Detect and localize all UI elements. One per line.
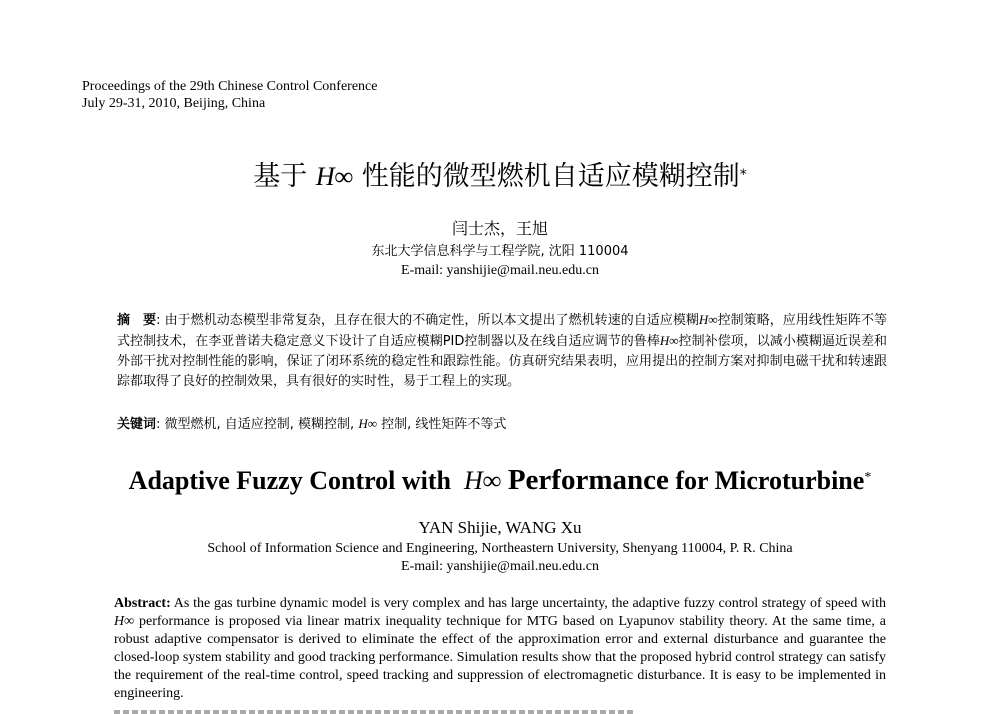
chinese-abstract-text-3: 控制补偿项，以减小模糊逼近误差和外部干扰对控制性能的影响，保证了闭环系统的稳定性和跟踪性能。仿真研究结果表明，应用提出的控制方案对抑制电磁干扰和转速跟踪都取得了良好的控制效果，具有很好的实时性，易于工程上的实现。 bbox=[117, 334, 887, 389]
english-abstract bbox=[114, 595, 886, 703]
english-title-part-2: for Microturbine bbox=[675, 466, 865, 495]
english-title bbox=[0, 462, 1000, 499]
proceedings-date-location: July 29-31, 2010, Beijing, China bbox=[82, 96, 266, 111]
chinese-title-pre: 基于 bbox=[253, 161, 308, 192]
chinese-abstract-hinf-1: H∞ bbox=[698, 312, 718, 327]
chinese-affiliation: 东北大学信息科学与工程学院, 沈阳 110004 bbox=[371, 244, 629, 259]
chinese-email: E-mail: yanshijie@mail.neu.edu.cn bbox=[401, 263, 599, 278]
chinese-keywords-text-1: : 微型燃机, 自适应控制, 模糊控制, bbox=[156, 417, 355, 432]
english-email: E-mail: yanshijie@mail.neu.edu.cn bbox=[401, 559, 599, 574]
english-title-performance: Performance bbox=[507, 464, 669, 496]
english-title-part-1: Adaptive Fuzzy Control with bbox=[128, 466, 452, 495]
chinese-abstract-hinf-2: H∞ bbox=[659, 333, 679, 348]
english-abstract-hinf: H∞ bbox=[114, 614, 135, 629]
chinese-abstract-text-1: : 由于燃机动态模型非常复杂，且存在很大的不确定性，所以本文提出了燃机转速的自适应模糊 bbox=[156, 313, 699, 328]
proceedings-header bbox=[82, 78, 377, 112]
chinese-title-post: 性能的微型燃机自适应模糊控制 bbox=[361, 161, 740, 192]
chinese-keywords-hinf: H∞ bbox=[358, 416, 377, 431]
chinese-title-hinf: H∞ bbox=[315, 162, 354, 191]
chinese-keywords bbox=[117, 414, 887, 435]
chinese-title bbox=[0, 160, 1000, 194]
english-title-hinf: H∞ bbox=[464, 466, 502, 495]
english-authors: YAN Shijie, WANG Xu bbox=[418, 518, 582, 537]
chinese-abstract bbox=[117, 310, 887, 392]
chinese-keywords-label: 关键词 bbox=[117, 417, 157, 432]
chinese-abstract-label: 摘 要 bbox=[117, 313, 157, 328]
chinese-abstract-text-2: 控制策略，应用线性矩阵不等式控制技术，在李亚普诺夫稳定意义下设计了自适应模糊PID控制器以及在线自适应调节的鲁棒 bbox=[117, 313, 887, 349]
chinese-title-footnote-mark: * bbox=[739, 167, 747, 183]
english-abstract-text-2: performance is proposed via linear matrix inequality technique for MTG based on Lyapunov stability theory. At the same time, a robust adaptive compensator is derived to eliminate the effect of the approximation error and external disturbance and guarantee the closed-loop system stability and good tracking performance. Simulation results show that the proposed hybrid control strategy can satisfy the requirement of the real-time control, speed tracking and suppression of electromagnetic disturbance. It is easy to be implemented in engineering. bbox=[114, 614, 886, 701]
english-title-footnote-mark: * bbox=[864, 470, 872, 485]
chinese-authors: 闫士杰，王旭 bbox=[451, 219, 548, 238]
cut-off-keywords-line bbox=[114, 710, 634, 714]
english-abstract-label: Abstract: bbox=[114, 596, 171, 611]
english-affiliation: School of Information Science and Engineering, Northeastern University, Shenyang 110004, P. R. China bbox=[207, 541, 793, 556]
english-abstract-text-1: As the gas turbine dynamic model is very complex and has large uncertainty, the adaptive fuzzy control strategy of speed with bbox=[170, 596, 886, 611]
chinese-keywords-text-2: 控制, 线性矩阵不等式 bbox=[381, 417, 507, 432]
proceedings-name: Proceedings of the 29th Chinese Control Conference bbox=[82, 79, 378, 94]
